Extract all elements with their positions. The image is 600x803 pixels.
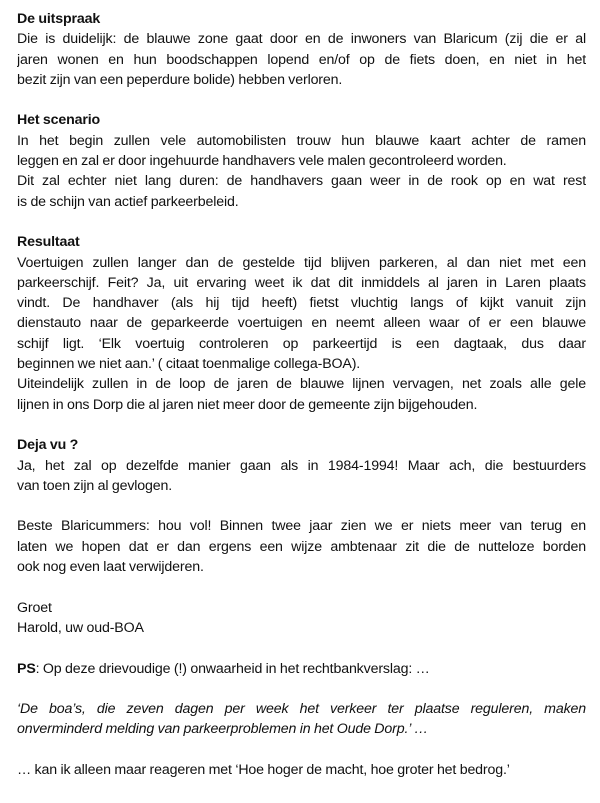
final-remark [17,760,586,780]
signature-greeting: Groet [17,599,52,616]
text-line: Ja, het zal op dezelfde manier gaan als in 1984-1994! Maar ach, die bestuurders [17,457,586,474]
quote-line: ‘De boa’s, die zeven dagen per week het verkeer ter plaatse reguleren, maken [17,701,586,718]
text-line: Voertuigen zullen langer dan de gestelde tijd blijven parkeren, al dan niet met een [17,254,586,271]
final-line: … kan ik alleen maar reageren met ‘Hoe hoger de macht, hoe groter het bedrog.’ [17,761,510,778]
section-het-scenario [17,110,586,211]
section-de-uitspraak [17,9,586,90]
text-line: In het begin zullen vele automobilisten trouw hun blauwe kaart achter de ramen [17,132,586,149]
section-heading: Resultaat [17,234,80,251]
postscript [17,659,586,679]
text-line: parkeerschijf. Feit? Ja, uit ervaring weet ik dat dit inmiddels al jaren in Laren plaats [17,274,586,291]
document-body [17,9,586,801]
text-line: Uiteindelijk zullen in de loop de jaren de blauwe lijnen vervagen, net zoals alle gele [17,376,586,393]
section-deja-vu [17,435,586,496]
section-heading: Deja vu ? [17,437,79,454]
text-line: Die is duidelijk: de blauwe zone gaat door en de inwoners van Blaricum (zij die er al [17,31,586,48]
quote-line: onverminderd melding van parkeerproblemen in het Oude Dorp.’ … [17,721,429,738]
text-line: van toen zijn al gevlogen. [17,477,173,494]
section-heading: Het scenario [17,112,101,129]
postscript-text: : Op deze drievoudige (!) onwaarheid in het rechtbankverslag: … [35,660,430,677]
text-line: leggen en zal er door ingehuurde handhavers vele malen gecontroleerd worden. [17,153,507,170]
signature-name: Harold, uw oud-BOA [17,619,144,636]
text-line: bezit zijn van een peperdure bolide) hebben verloren. [17,71,343,88]
signature [17,598,586,639]
text-line: laten we hopen dat er dan ergens een wijze ambtenaar zit die de nutteloze borden [17,538,586,555]
text-line: Beste Blaricummers: hou vol! Binnen twee jaar zien we er niets meer van terug en [17,518,586,535]
text-line: dienstauto naar de geparkeerde voertuigen en neemt alleen waar of er een blauwe [17,315,586,332]
text-line: jaren wonen en hun boodschappen lopend en/of op de fiets doen, en niet in het [17,51,586,68]
text-line: vindt. De handhaver (als hij tijd heeft) fietst vluchtig langs of kijkt vanuit zijn [17,295,586,312]
postscript-label: PS [17,660,36,677]
text-line: lijnen in ons Dorp die al jaren niet meer door de gemeente zijn bijgehouden. [17,396,478,413]
text-line: is de schijn van actief parkeerbeleid. [17,193,239,210]
closing-paragraph [17,516,586,577]
text-line: schijf ligt. ‘Elk voertuig controleren op parkeertijd is een dagtaak, dus daar [17,335,586,352]
court-report-quote [17,699,586,740]
text-line: Dit zal echter niet lang duren: de handhavers gaan weer in de rook op en wat rest [17,173,586,190]
section-heading: De uitspraak [17,11,101,27]
section-resultaat [17,232,586,415]
text-line: ook nog even laat verwijderen. [17,559,204,576]
text-line: beginnen we niet aan.’ ( citaat toenmalige collega-BOA). [17,356,361,373]
postscript-line [17,659,586,679]
